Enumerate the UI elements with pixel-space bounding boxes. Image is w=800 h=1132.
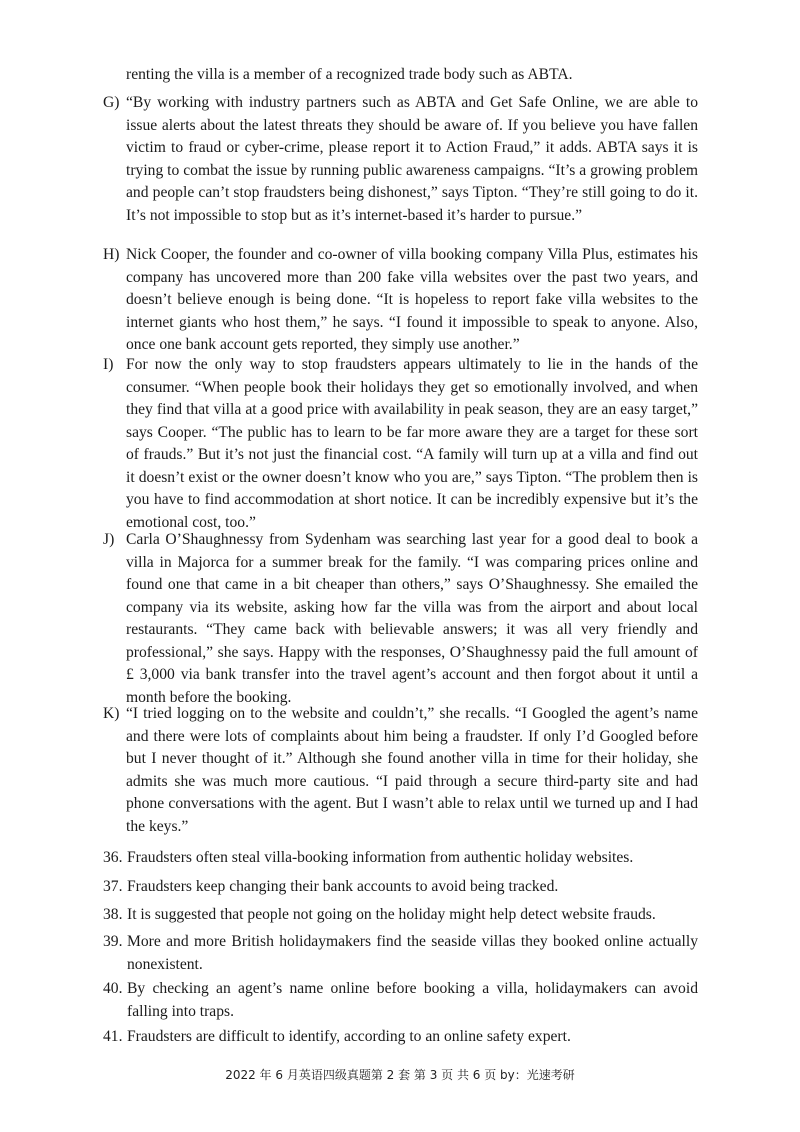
paragraph-k [103, 703, 698, 838]
paragraph-i [103, 354, 698, 534]
paragraph-text: “By working with industry partners such as ABTA and Get Safe Online, we are able to issue alerts about the latest threats they should be aware of. If you believe you have fallen victim to fraud or cyber-crime, please report it to Action Fraud,” it adds. ABTA says it is trying to combat the issue by running public awareness campaigns. “It’s a growing problem and people can’t stop fraudsters being dishonest,” says Tipton. “They’re still going to do it. It’s not impossible to stop but as it’s internet-based it’s harder to pursue.” [126, 94, 698, 224]
question-number: 41. [103, 1028, 123, 1045]
question-text: Fraudsters keep changing their bank accounts to avoid being tracked. [127, 878, 559, 895]
question-36 [103, 847, 698, 870]
paragraph-text: Carla O’Shaughnessy from Sydenham was searching last year for a good deal to book a villa in Majorca for a summer break for the family. “I was comparing prices online and found one that came in a bit cheaper than others,” says O’Shaughnessy. She emailed the company via its website, asking how far the villa was from the airport and about local restaurants. “They came back with believable answers; it was all very friendly and professional,” she says. Happy with the responses, O’Shaughnessy paid the full amount of £ 3,000 via bank transfer into the travel agent’s account and then forgot about it until a month before the booking. [126, 531, 698, 706]
paragraph-label: J) [103, 531, 115, 548]
question-number: 40. [103, 980, 123, 997]
paragraph-h [103, 244, 698, 357]
question-number: 37. [103, 878, 123, 895]
question-text: More and more British holidaymakers find the seaside villas they booked online actually nonexistent. [127, 933, 698, 973]
paragraph-j [103, 529, 698, 709]
paragraph-text: Nick Cooper, the founder and co-owner of villa booking company Villa Plus, estimates his company has uncovered more than 200 fake villa websites over the past two years, and doesn’t believe enough is being done. “It is hopeless to report fake villa websites to the internet giants who host them,” he says. “I found it impossible to speak to anyone. Also, once one bank account gets reported, they simply use another.” [126, 246, 698, 353]
page-footer: 2022 年 6 月英语四级真题第 2 套 第 3 页 共 6 页 by：光速考研 [225, 1068, 575, 1082]
question-number: 36. [103, 849, 123, 866]
paragraph-label: I) [103, 356, 114, 373]
question-text: Fraudsters often steal villa-booking information from authentic holiday websites. [127, 849, 634, 866]
paragraph-label: G) [103, 94, 120, 111]
question-40 [103, 978, 698, 1023]
paragraph-label: K) [103, 705, 120, 722]
question-37 [103, 876, 698, 899]
question-number: 38. [103, 906, 123, 923]
paragraph-g [103, 92, 698, 227]
question-text: Fraudsters are difficult to identify, according to an online safety expert. [127, 1028, 571, 1045]
paragraph-label: H) [103, 246, 120, 263]
question-text: It is suggested that people not going on the holiday might help detect website frauds. [127, 906, 656, 923]
question-39 [103, 931, 698, 976]
question-41 [103, 1026, 698, 1049]
paragraph-text: For now the only way to stop fraudsters appears ultimately to lie in the hands of the consumer. “When people book their holidays they get so emotionally involved, and when they find that villa at a good price with availability in peak season, they are an easy target,” says Cooper. “The public has to learn to be far more aware they are a target for these sort of frauds.” But it’s not just the financial cost. “A family will turn up at a villa and find out it doesn’t exist or the owner doesn’t know who you are,” says Tipton. “The problem then is you have to find accommodation at short notice. It can be incredibly expensive but it’s the emotional cost, too.” [126, 356, 698, 531]
question-38 [103, 904, 698, 927]
continuation-text: renting the villa is a member of a recognized trade body such as ABTA. [126, 66, 573, 83]
question-number: 39. [103, 933, 123, 950]
paragraph-text: “I tried logging on to the website and couldn’t,” she recalls. “I Googled the agent’s name and there were lots of complaints about him being a fraudster. If only I’d Googled before but I never thought of it.” Although she found another villa in time for their holiday, she admits she was much more cautious. “I paid through a secure third-party site and had phone conversations with the agent. But I wasn’t able to relax until we turned up and I had the keys.” [126, 705, 698, 835]
question-text: By checking an agent’s name online before booking a villa, holidaymakers can avoid falling into traps. [127, 980, 698, 1020]
